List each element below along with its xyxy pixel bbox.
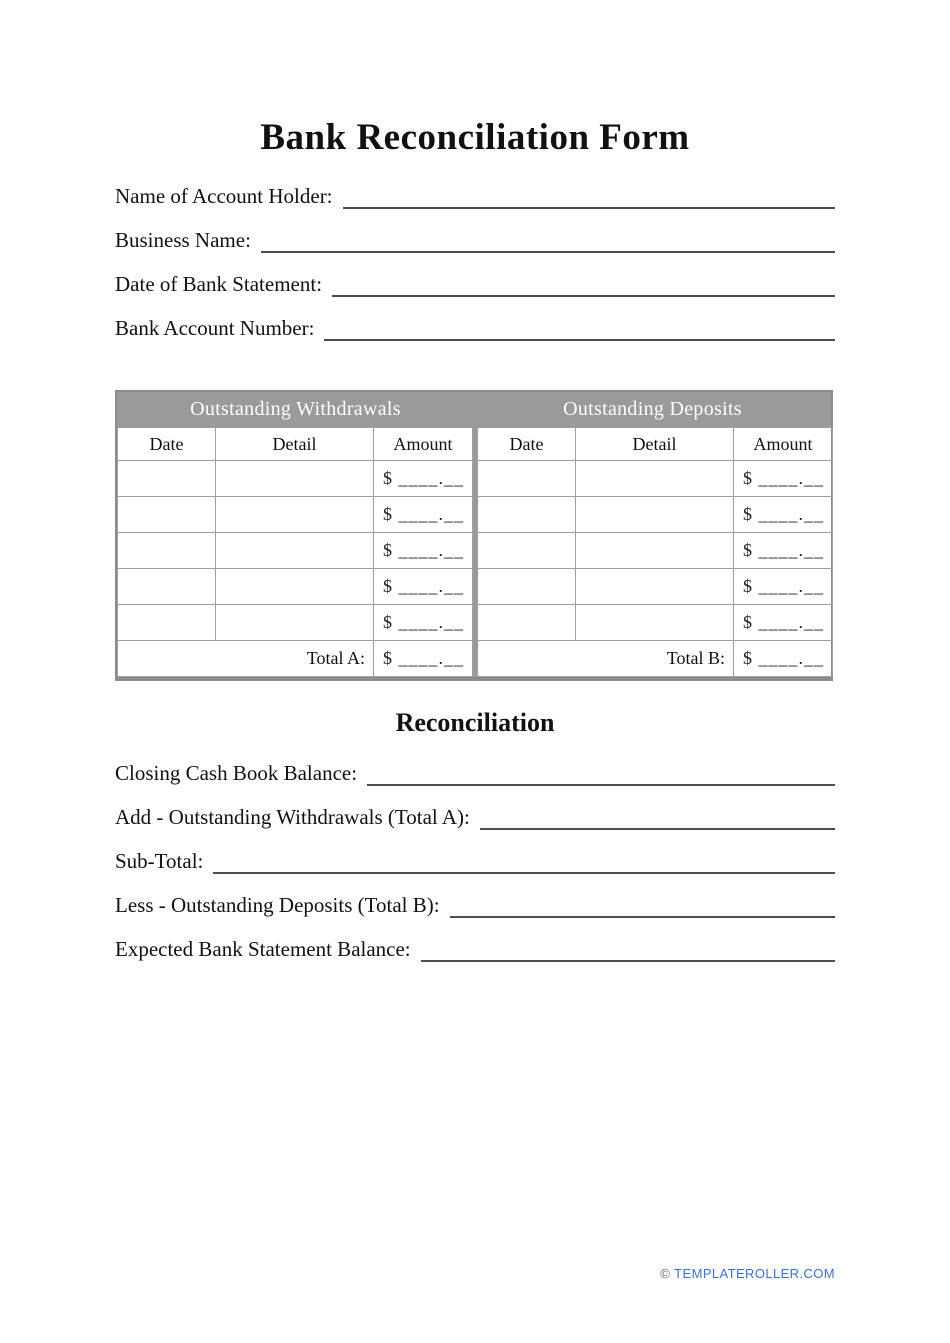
withdrawal-amount-cell[interactable]: $ ____.__ xyxy=(374,533,473,569)
withdrawal-date-cell[interactable] xyxy=(118,605,216,641)
withdrawal-amount-cell[interactable]: $ ____.__ xyxy=(374,569,473,605)
deposit-amount-cell[interactable]: $ ____.__ xyxy=(734,605,833,641)
table-row xyxy=(478,497,833,533)
withdrawals-half xyxy=(117,427,473,677)
withdrawal-amount-cell[interactable]: $ ____.__ xyxy=(374,497,473,533)
deposit-detail-cell[interactable] xyxy=(576,461,734,497)
table-row xyxy=(118,569,473,605)
deposits-section-title: Outstanding Deposits xyxy=(563,398,742,420)
withdrawal-detail-cell[interactable] xyxy=(216,605,374,641)
deposit-date-cell[interactable] xyxy=(478,569,576,605)
withdrawal-detail-cell[interactable] xyxy=(216,461,374,497)
field-row-expected-balance xyxy=(115,934,835,962)
withdrawals-date-header: Date xyxy=(118,428,216,461)
table-row xyxy=(118,461,473,497)
field-row-closing-balance xyxy=(115,758,835,786)
statement-date-input-line[interactable] xyxy=(332,271,835,297)
closing-balance-input-line[interactable] xyxy=(367,760,835,786)
table-row xyxy=(478,569,833,605)
outstanding-items-table xyxy=(115,390,833,681)
withdrawals-total-row xyxy=(118,641,473,677)
deposit-detail-cell[interactable] xyxy=(576,605,734,641)
withdrawal-date-cell[interactable] xyxy=(118,533,216,569)
reconciliation-fields xyxy=(115,758,835,978)
field-row-account-holder xyxy=(115,181,835,209)
withdrawals-detail-header: Detail xyxy=(216,428,374,461)
withdrawals-header-row xyxy=(118,428,473,461)
withdrawal-date-cell[interactable] xyxy=(118,497,216,533)
withdrawal-amount-cell[interactable]: $ ____.__ xyxy=(374,461,473,497)
table-row xyxy=(118,605,473,641)
table-section-band xyxy=(117,392,831,427)
table-row xyxy=(478,533,833,569)
account-number-label: Bank Account Number: xyxy=(115,316,315,340)
table-body xyxy=(117,427,831,677)
field-row-statement-date xyxy=(115,269,835,297)
field-row-account-number xyxy=(115,313,835,341)
deposit-date-cell[interactable] xyxy=(478,605,576,641)
total-b-amount-cell[interactable]: $ ____.__ xyxy=(734,641,833,677)
less-deposits-label: Less - Outstanding Deposits (Total B): xyxy=(115,893,440,917)
table-row xyxy=(478,461,833,497)
total-b-label: Total B: xyxy=(478,641,734,677)
deposits-date-header: Date xyxy=(478,428,576,461)
withdrawal-detail-cell[interactable] xyxy=(216,569,374,605)
account-holder-input-line[interactable] xyxy=(343,183,835,209)
deposit-amount-cell[interactable]: $ ____.__ xyxy=(734,569,833,605)
business-name-label: Business Name: xyxy=(115,228,251,252)
field-row-sub-total xyxy=(115,846,835,874)
deposits-detail-header: Detail xyxy=(576,428,734,461)
deposits-total-row xyxy=(478,641,833,677)
withdrawal-date-cell[interactable] xyxy=(118,461,216,497)
copyright-icon: © xyxy=(660,1266,671,1281)
field-row-business-name xyxy=(115,225,835,253)
deposits-half xyxy=(477,427,833,677)
deposit-date-cell[interactable] xyxy=(478,461,576,497)
deposit-date-cell[interactable] xyxy=(478,497,576,533)
table-row xyxy=(118,533,473,569)
closing-balance-label: Closing Cash Book Balance: xyxy=(115,761,358,785)
deposit-detail-cell[interactable] xyxy=(576,497,734,533)
deposit-amount-cell[interactable]: $ ____.__ xyxy=(734,497,833,533)
total-a-amount-cell[interactable]: $ ____.__ xyxy=(374,641,473,677)
add-withdrawals-input-line[interactable] xyxy=(480,804,835,830)
withdrawal-date-cell[interactable] xyxy=(118,569,216,605)
sub-total-input-line[interactable] xyxy=(213,848,835,874)
withdrawal-detail-cell[interactable] xyxy=(216,533,374,569)
withdrawal-amount-cell[interactable]: $ ____.__ xyxy=(374,605,473,641)
table-row xyxy=(118,497,473,533)
withdrawals-amount-header: Amount xyxy=(374,428,473,461)
deposit-amount-cell[interactable]: $ ____.__ xyxy=(734,533,833,569)
deposits-header-row xyxy=(478,428,833,461)
account-info-fields xyxy=(115,181,835,357)
deposit-date-cell[interactable] xyxy=(478,533,576,569)
footer xyxy=(660,1266,835,1281)
sub-total-label: Sub-Total: xyxy=(115,849,204,873)
statement-date-label: Date of Bank Statement: xyxy=(115,272,323,296)
account-number-input-line[interactable] xyxy=(324,315,835,341)
less-deposits-input-line[interactable] xyxy=(450,892,835,918)
field-row-less-deposits xyxy=(115,890,835,918)
deposit-detail-cell[interactable] xyxy=(576,533,734,569)
withdrawals-section-title: Outstanding Withdrawals xyxy=(190,398,401,420)
business-name-input-line[interactable] xyxy=(261,227,835,253)
deposit-detail-cell[interactable] xyxy=(576,569,734,605)
reconciliation-heading: Reconciliation xyxy=(395,708,555,737)
total-a-label: Total A: xyxy=(118,641,374,677)
templateroller-link[interactable]: TEMPLATEROLLER.COM xyxy=(674,1266,835,1281)
withdrawal-detail-cell[interactable] xyxy=(216,497,374,533)
deposits-amount-header: Amount xyxy=(734,428,833,461)
deposit-amount-cell[interactable]: $ ____.__ xyxy=(734,461,833,497)
add-withdrawals-label: Add - Outstanding Withdrawals (Total A): xyxy=(115,805,470,829)
account-holder-label: Name of Account Holder: xyxy=(115,184,333,208)
field-row-add-withdrawals xyxy=(115,802,835,830)
table-row xyxy=(478,605,833,641)
expected-balance-label: Expected Bank Statement Balance: xyxy=(115,937,411,961)
expected-balance-input-line[interactable] xyxy=(421,936,835,962)
page-title: Bank Reconciliation Form xyxy=(260,117,690,158)
